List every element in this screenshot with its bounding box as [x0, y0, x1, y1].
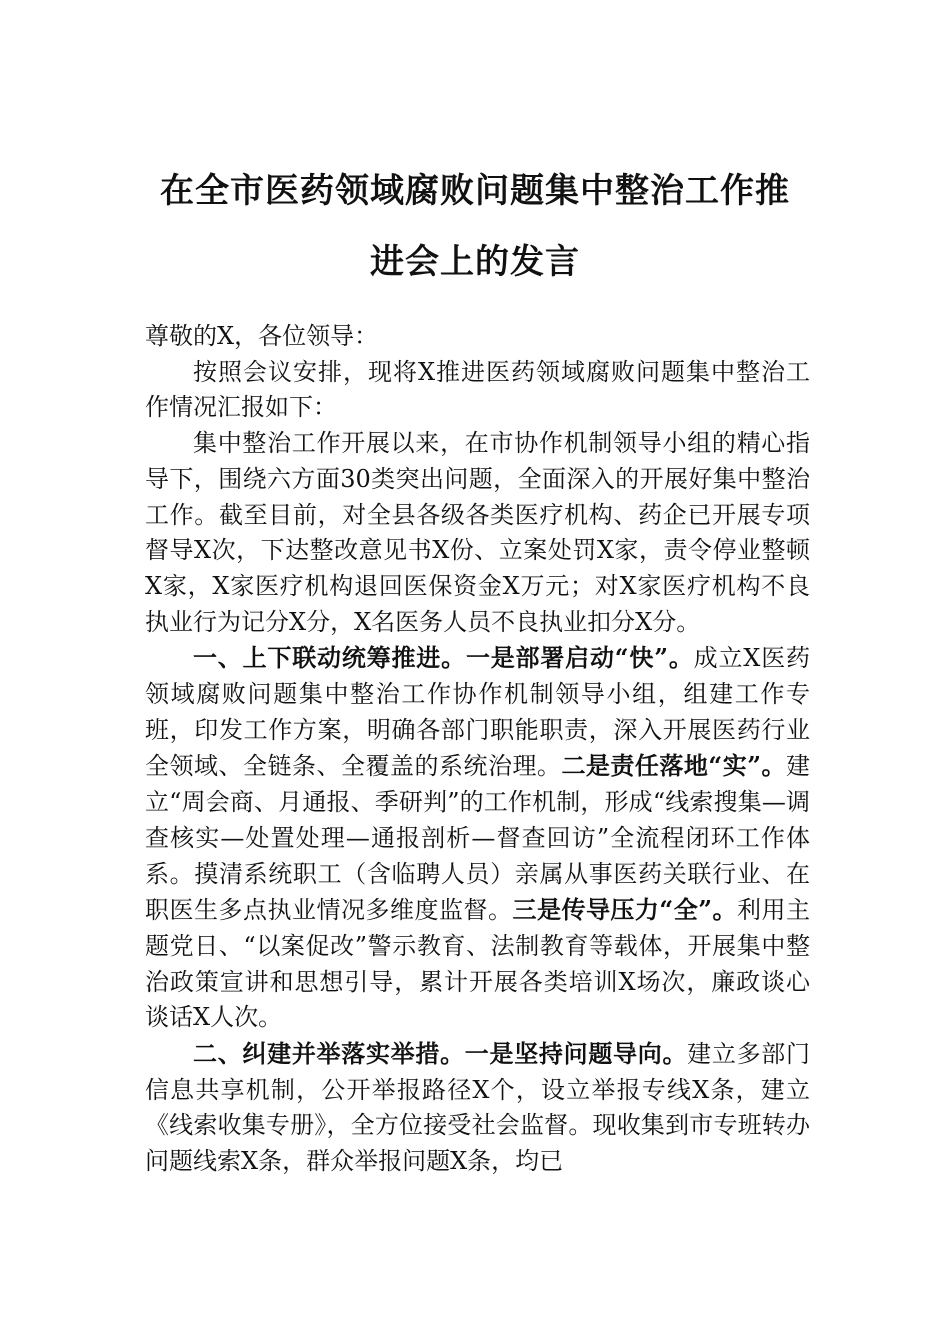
- section-1-heading: 一、上下联动统筹推进。: [193, 643, 466, 673]
- section-1-item-2-text: 建立“周会商、月通报、季研判”的工作机制，形成“线索搜集—调查核实—处置处理—通报剖析—督查回访”全流程闭环工作体系。摸清系统职工（含临聘人员）亲属从事医药关联行业、在职医生多点执业情况多维度监督。: [145, 752, 811, 925]
- paragraph-section-1: [145, 640, 810, 1036]
- salutation: 尊敬的X，各位领导：: [145, 322, 379, 350]
- section-1-item-2-title: 二是责任落地“实”。: [561, 751, 787, 781]
- section-2-item-1-title: 一是坚持问题导向。: [464, 1039, 688, 1069]
- section-1-item-3-title: 三是传导压力“全”。: [512, 895, 738, 925]
- section-2-item-1-text: 建立多部门信息共享机制，公开举报路径X个，设立举报专线X条，建立《线索收集专册》，全方位接受社会监督。现收集到市专班转办问题线索X条，群众举报问题X条，均已: [145, 1040, 811, 1176]
- document-body: [145, 319, 810, 1180]
- section-1-item-3-text: 利用主题党日、“以案促改”警示教育、法制教育等载体，开展集中整治政策宣讲和思想引导，累计开展各类培训X场次，廉政谈心谈话X人次。: [145, 896, 811, 1032]
- paragraph-intro: 按照会议安排，现将X推进医药领域腐败问题集中整治工作情况汇报如下：: [145, 357, 810, 422]
- section-2-heading: 二、纠建并举落实举措。: [193, 1039, 465, 1069]
- section-1-item-1-title: 一是部署启动“快”。: [465, 643, 694, 673]
- paragraph-section-2: [145, 1036, 810, 1180]
- document-title-line-2: 进会上的发言: [370, 242, 580, 282]
- paragraph-overview: 集中整治工作开展以来，在市协作机制领导小组的精心指导下，围绕六方面30类突出问题，全面深入的开展好集中整治工作。截至目前，对全县各级各类医疗机构、药企已开展专项督导X次，下达整改意见书X份、立案处罚X家，责令停业整顿X家，X家医疗机构退回医保资金X万元；对X家医疗机构不良执业行为记分X分，X名医务人员不良执业扣分X分。: [145, 429, 810, 636]
- document-title-line-1: 在全市医药领域腐败问题集中整治工作推: [160, 171, 790, 211]
- section-1-item-1-text: 成立X医药领域腐败问题集中整治工作协作机制领导小组，组建工作专班，印发工作方案，明确各部门职能职责，深入开展医药行业全领域、全链条、全覆盖的系统治理。: [145, 644, 811, 781]
